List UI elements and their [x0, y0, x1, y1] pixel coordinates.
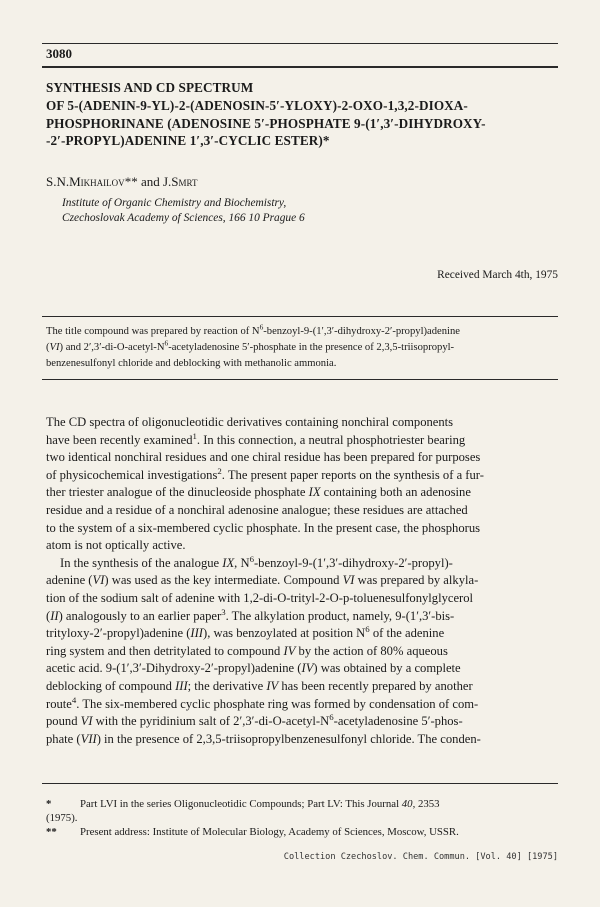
affiliation-line-1: Institute of Organic Chemistry and Biochemistry,: [62, 197, 287, 209]
header-top-rule: [42, 43, 558, 44]
compound-label: II: [50, 608, 59, 623]
text-run: phate (: [46, 731, 81, 746]
text-run: . The alkylation product, namely, 9-(1′,3′-bis-: [225, 608, 455, 623]
volume-number: 40,: [401, 798, 416, 810]
body-line: [46, 555, 558, 573]
text-run: was prepared by alkyla-: [354, 573, 479, 588]
title-line: -2′-PROPYL)ADENINE 1′,3′-CYCLIC ESTER)*: [46, 133, 330, 149]
author2-surname: Smrt: [171, 174, 198, 189]
text-run: has been recently prepared by another: [278, 678, 473, 693]
text-run: . The six-membered cyclic phosphate ring was formed by condensation of com-: [76, 696, 479, 711]
footnote-text: Part LVI in the series Oligonucleotidic Compounds; Part LV: This Journal: [80, 798, 402, 810]
footnote-text: 2353: [415, 798, 440, 810]
body-line: atom is not optically active.: [46, 538, 186, 553]
body-line: [46, 484, 558, 502]
text-run: ) was obtained by a complete: [313, 661, 461, 676]
superscript: 6: [164, 338, 169, 348]
superscript: 6: [329, 711, 334, 722]
compound-label: VI: [92, 573, 105, 588]
abstract-bottom-rule: [42, 379, 558, 380]
text-run: ) was used as the key intermediate. Compound: [104, 573, 343, 588]
text-run: pound: [46, 714, 81, 729]
footnote-2: [46, 825, 558, 839]
compound-label: VII: [80, 731, 97, 746]
text-run: . In this connection, a neutral phosphotriester bearing: [196, 432, 466, 447]
compound-label: VI: [342, 573, 355, 588]
reference-superscript: 2: [217, 465, 222, 476]
text-run: deblocking of compound: [46, 678, 176, 693]
text-run: ring system and then detritylated to compound: [46, 643, 284, 658]
body-line: [46, 713, 558, 731]
author1-surname: Mikhailov: [69, 174, 125, 189]
abstract-line-3: benzenesulfonyl chloride and deblocking with methanolic ammonia.: [46, 358, 337, 370]
body-line: tion of the sodium salt of adenine with 1,2-di-O-trityl-2-O-p-toluenesulfonylglycerol: [46, 590, 474, 605]
abstract-line-1: [46, 324, 558, 340]
title-line: PHOSPHORINANE (ADENOSINE 5′-PHOSPHATE 9-(1′,3′-DIHYDROXY-: [46, 115, 486, 131]
author-line: [46, 174, 197, 190]
footnote-text: Present address: Institute of Molecular Biology, Academy of Sciences, Moscow, USSR.: [80, 826, 459, 839]
text-run: ) analogously to an earlier paper: [58, 608, 222, 623]
abstract-text: -benzoyl-9-(1′,3′-dihydroxy-2′-propyl)adenine: [263, 326, 460, 337]
author-conjunction: and: [137, 174, 163, 189]
text-run: by the action of 80% aqueous: [295, 643, 448, 658]
body-text: [46, 414, 558, 748]
abstract-text: The title compound was prepared by reaction of N: [46, 326, 260, 337]
footnote-1-continuation: (1975).: [46, 812, 78, 825]
text-run: with the pyridinium salt of 2′,3′-di-O-acetyl-N: [92, 714, 330, 729]
body-line: [46, 432, 558, 450]
article-title: [46, 79, 566, 150]
body-line: [46, 467, 558, 485]
text-run: -acetyladenosine 5′-phos-: [333, 714, 463, 729]
text-run: , N: [234, 555, 250, 570]
text-run: acetic acid. 9-(1′,3′-Dihydroxy-2′-propyl)adenine (: [46, 661, 302, 676]
text-run: containing both an adenosine: [320, 485, 471, 500]
body-line: residue and a residue of a nonchiral adenosine analogue; these residues are attached: [46, 502, 468, 517]
received-date: Received March 4th, 1975: [437, 269, 558, 281]
text-run: route: [46, 696, 72, 711]
text-run: (: [46, 608, 51, 623]
author2-initials: J.: [162, 174, 172, 189]
affiliation: [62, 196, 305, 226]
author1-initials: S.N.: [46, 174, 70, 189]
abstract: [46, 324, 558, 373]
abstract-text: -acetyladenosine 5′-phosphate in the presence of 2,3,5-triisopropyl-: [168, 342, 455, 354]
footnote-mark: *: [46, 798, 52, 810]
text-run: of physicochemical investigations: [46, 467, 218, 482]
body-line: The CD spectra of oligonucleotidic derivatives containing nonchiral components: [46, 415, 454, 429]
body-line: [46, 678, 558, 696]
text-run: . The present paper reports on the synthesis of a fur-: [221, 467, 484, 482]
abstract-text: (: [46, 342, 50, 354]
compound-label: III: [190, 626, 203, 641]
compound-label: IX: [222, 555, 235, 570]
journal-footer: Collection Czechoslov. Chem. Commun. [Vol. 40] [1975]: [283, 852, 558, 862]
body-line: [46, 572, 558, 590]
compound-label: IV: [283, 643, 296, 658]
body-line: to the system of a six-membered cyclic phosphate. In the present case, the phosphorus: [46, 520, 481, 535]
title-line: OF 5-(ADENIN-9-YL)-2-(ADENOSIN-5′-YLOXY)-2-OXO-1,3,2-DIOXA-: [46, 97, 468, 113]
body-line: [46, 608, 558, 626]
text-run: adenine (: [46, 573, 93, 588]
text-run: ) in the presence of 2,3,5-triisopropylbenzenesulfonyl chloride. The conden-: [96, 731, 481, 746]
compound-label: IX: [308, 485, 321, 500]
header-bottom-rule: [42, 66, 558, 68]
text-run: ), was benzoylated at position N: [203, 626, 366, 641]
text-run: have been recently examined: [46, 432, 193, 447]
text-run: ther triester analogue of the dinucleoside phosphate: [46, 485, 309, 500]
text-run: of the adenine: [369, 626, 445, 641]
reference-superscript: 1: [192, 430, 197, 441]
compound-label: VI: [80, 714, 93, 729]
text-run: trityloxy-2′-propyl)adenine (: [46, 626, 191, 641]
compound-label: III: [175, 678, 188, 693]
affiliation-line-2: Czechoslovak Academy of Sciences, 166 10 Prague 6: [62, 212, 305, 224]
compound-label: VI: [49, 342, 60, 354]
abstract-top-rule: [42, 316, 558, 317]
reference-superscript: 4: [71, 694, 77, 705]
footnotes: [46, 797, 558, 840]
body-line: [46, 696, 558, 714]
abstract-text: ) and 2′,3′-di-O-acetyl-N: [59, 342, 165, 354]
footnote-mark: **: [46, 826, 57, 839]
page-number: 3080: [46, 46, 72, 61]
body-line: [46, 643, 558, 661]
compound-label: IV: [301, 661, 314, 676]
superscript: 6: [249, 553, 254, 564]
footnote-1: [46, 797, 558, 811]
abstract-line-2: [46, 340, 558, 356]
title-line: SYNTHESIS AND CD SPECTRUM: [46, 80, 254, 95]
body-line: [46, 660, 558, 678]
footnote-rule: [42, 783, 558, 784]
body-line: [46, 731, 558, 749]
text-run: ; the derivative: [187, 678, 267, 693]
text-run: -benzoyl-9-(1′,3′-dihydroxy-2′-propyl)-: [253, 555, 453, 570]
superscript: 6: [365, 623, 370, 634]
superscript: 6: [259, 322, 264, 332]
body-line: two identical nonchiral residues and one chiral residue has been prepared for purposes: [46, 450, 481, 465]
text-run: In the synthesis of the analogue: [60, 555, 223, 570]
body-line: [46, 625, 558, 643]
compound-label: IV: [266, 678, 279, 693]
reference-superscript: 3: [221, 606, 226, 617]
author1-footnote-marks: **: [124, 174, 138, 189]
